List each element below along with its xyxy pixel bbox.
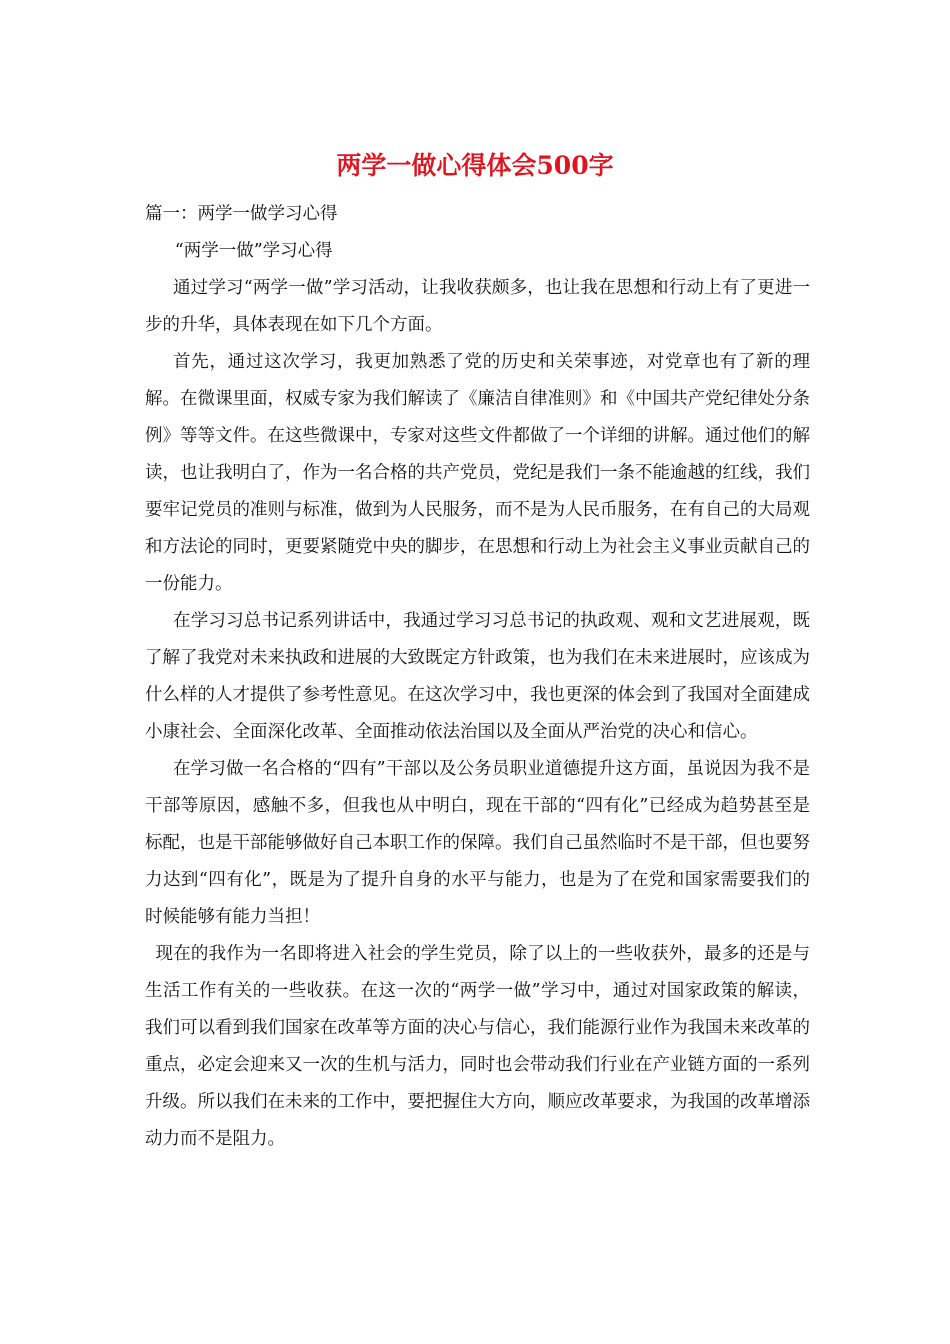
paragraph: 在学习做一名合格的“四有”干部以及公务员职业道德提升这方面，虽说因为我不是干部等原因，感触不多，但我也从中明白，现在干部的“四有化”已经成为趋势甚至是标配，也是干部能够做好自己本职工作的保障。我们自己虽然临时不是干部，但也要努力达到“四有化”，既是为了提升自身的水平与能力，也是为了在党和国家需要我们的时候能够有能力当担！	[145, 759, 810, 927]
document-title: 两学一做心得体会500字	[336, 151, 614, 180]
paragraph: 现在的我作为一名即将进入社会的学生党员，除了以上的一些收获外，最多的还是与生活工作有关的一些收获。在这一次的“两学一做”学习中，通过对国家政策的解读，我们可以看到我们国家在改革等方面的决心与信心，我们能源行业作为我国未来改革的重点，必定会迎来又一次的生机与活力，同时也会带动我们行业在产业链方面的一系列升级。所以我们在未来的工作中，要把握住大方向，顺应改革要求，为我国的改革增添动力而不是阻力。	[145, 944, 810, 1149]
paragraph: 通过学习“两学一做”学习活动，让我收获颇多，也让我在思想和行动上有了更进一步的升华，具体表现在如下几个方面。	[145, 278, 810, 335]
paragraph: 首先，通过这次学习，我更加熟悉了党的历史和关荣事迹，对党章也有了新的理解。在微课里面，权威专家为我们解读了《廉洁自律准则》和《中国共产党纪律处分条例》等等文件。在这些微课中，专家对这些文件都做了一个详细的讲解。通过他们的解读，也让我明白了，作为一名合格的共产党员，党纪是我们一条不能逾越的红线，我们要牢记党员的准则与标准，做到为人民服务，而不是为人民币服务，在有自己的大局观和方法论的同时，更要紧随党中央的脚步，在思想和行动上为社会主义事业贡献自己的一份能力。	[145, 352, 810, 594]
section-subheading: “两学一做”学习心得	[174, 241, 333, 261]
paragraph: 在学习习总书记系列讲话中，我通过学习习总书记的执政观、观和文艺进展观，既了解了我党对未来执政和进展的大致既定方针政策，也为我们在未来进展时，应该成为什么样的人才提供了参考性意见。在这次学习中，我也更深的体会到了我国对全面建成小康社会、全面深化改革、全面推动依法治国以及全面从严治党的决心和信心。	[145, 611, 810, 742]
document-body	[145, 196, 810, 1158]
section-heading: 篇一：两学一做学习心得	[145, 204, 338, 224]
